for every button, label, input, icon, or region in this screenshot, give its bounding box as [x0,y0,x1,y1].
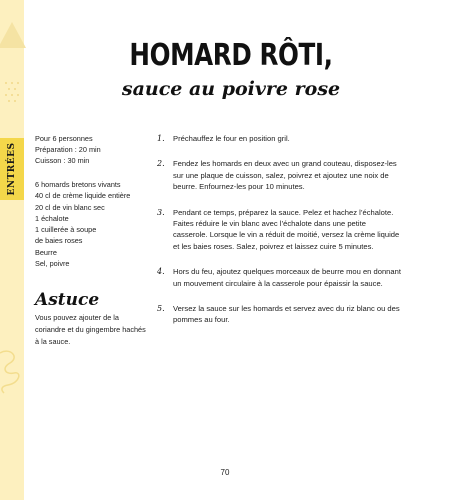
ingredient-item: 1 cuillerée à soupe [35,225,97,235]
step-item [157,207,402,253]
recipe-subtitle: sauce au poivre rose [121,78,341,100]
step-number: 4. [157,267,165,277]
recipe-title: HOMARD RÔTI, [129,38,333,73]
prep-time-text: Préparation : 20 min [35,145,101,155]
step-number: 3. [157,207,165,217]
ingredient-item: Beurre [35,247,57,257]
page-number: 70 [220,468,230,477]
decorative-dots [3,80,19,104]
ingredient-item: de baies roses [35,236,83,246]
side-strip [0,0,24,500]
step-number: 2. [157,159,165,169]
ingredients-list [35,179,155,269]
decorative-triangle [0,22,26,48]
decorative-swirl [0,345,24,395]
recipe-meta [35,133,101,167]
step-text: Pendant ce temps, préparez la sauce. Pelez et hachez l’échalote. Faites réduire le vin blanc avec l’échalote dans une petite casserole. Lorsque le vin a réduit de moitié, versez la crème liquide et les baies roses. Salez, poivrez et laissez cuire 5 minutes. [173,207,400,251]
ingredient-item: 40 cl de crème liquide entière [35,191,131,201]
step-text: Fendez les homards en deux avec un grand couteau, disposez-les sur une plaque de cuisson, salez, poivrez et ajoutez une noix de beurre. Enfournez-les pour 10 minutes. [173,159,397,192]
ingredient-item: Sel, poivre [35,259,70,269]
servings-text: Pour 6 personnes [35,134,93,143]
step-item [157,266,402,289]
step-number: 5. [157,304,165,314]
steps-list [157,133,402,326]
step-item [157,158,402,192]
tip-heading: Astuce [35,290,100,310]
step-item [157,303,402,326]
step-item [157,133,402,144]
step-text: Versez la sauce sur les homards et servez avec du riz blanc ou des pommes au four. [173,304,400,325]
ingredient-item: 20 cl de vin blanc sec [35,202,105,212]
step-number: 1. [157,134,165,143]
ingredient-item: 6 homards bretons vivants [35,180,121,189]
tip-text: Vous pouvez ajouter de la coriandre et du gingembre hachés à la sauce. [35,313,146,346]
chapter-tab-label: ENTRÉES [7,142,17,196]
cook-time-text: Cuisson : 30 min [35,156,90,166]
step-text: Hors du feu, ajoutez quelques morceaux de beurre mou en donnant un mouvement circulaire à la casserole pour épaissir la sauce. [173,267,401,288]
step-text: Préchauffez le four en position gril. [173,134,290,143]
ingredient-item: 1 échalote [35,213,69,223]
